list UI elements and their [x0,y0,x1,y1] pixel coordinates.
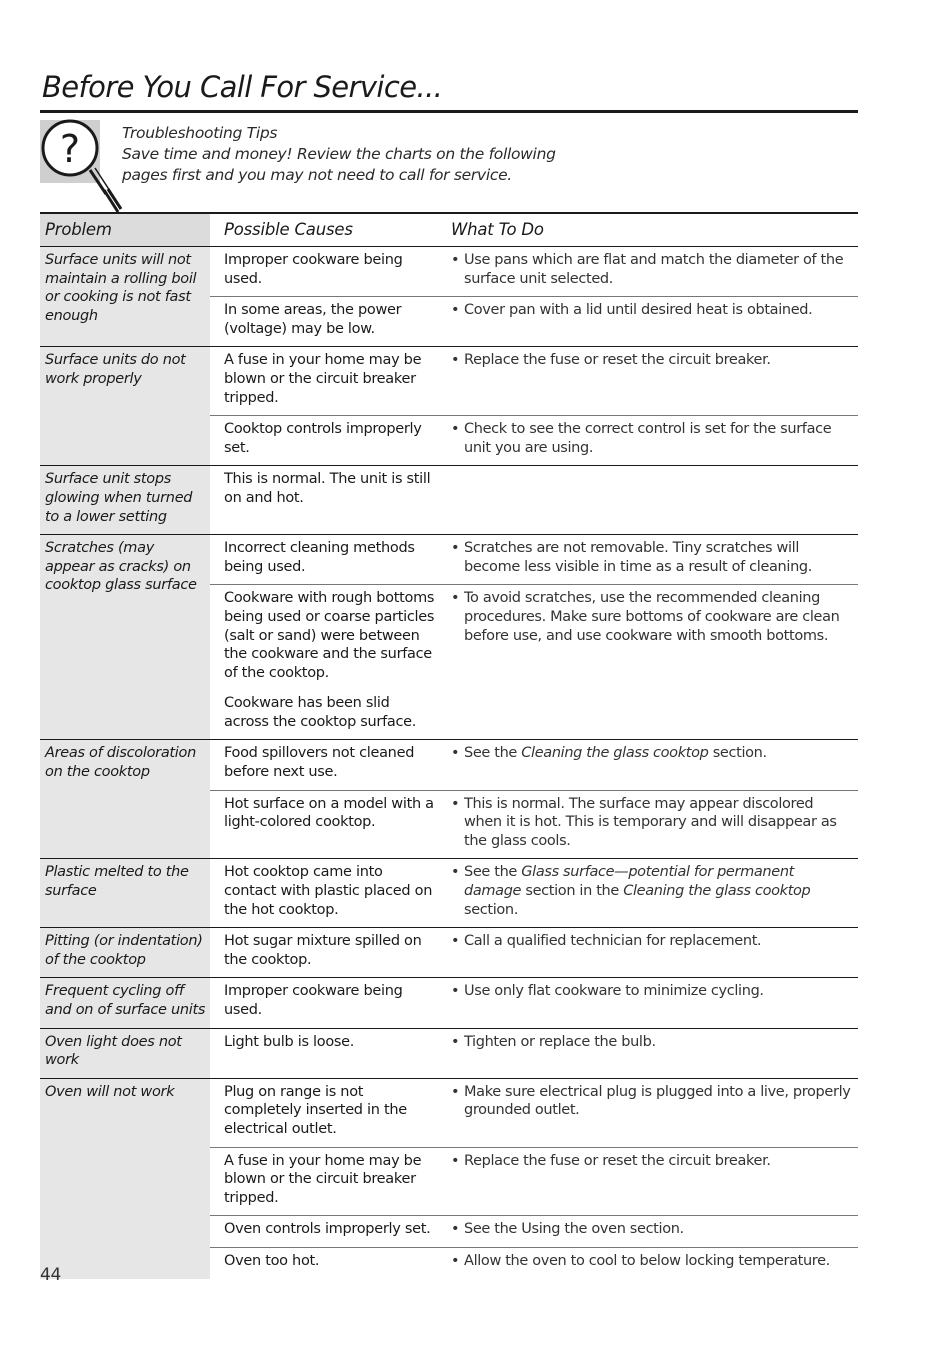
table-row [40,740,858,790]
todo-cell: • Make sure electrical plug is plugged into a live, properly grounded outlet. [439,1078,858,1147]
todo-text: Call a qualified technician for replacement. [464,933,762,950]
table-row [40,466,858,535]
todo-cell [439,690,858,740]
cause-cell: A fuse in your home may be blown or the circuit breaker tripped. [210,347,439,416]
problem-cell: Surface units will not maintain a rolling boil or cooking is not fast enough [40,247,210,347]
tips-text-line: pages first and you may not need to call for service. [122,166,512,184]
todo-text: Scratches are not removable. Tiny scratches will become less visible in time as a result of cleaning. [464,540,813,575]
todo-text: See the Using the oven section. [464,1221,684,1238]
tips-text-line: Save time and money! Review the charts on the following [122,145,556,163]
cause-cell: Cookware with rough bottoms being used or coarse particles (salt or sand) were between the cookware and the surface of the cooktop. [210,585,439,690]
troubleshooting-tips [122,123,582,186]
table-row [40,978,858,1028]
cause-cell: Oven controls improperly set. [210,1216,439,1248]
todo-text: Use only flat cookware to minimize cycling. [464,983,764,1000]
cause-cell: Improper cookware being used. [210,978,439,1028]
todo-cell: • Replace the fuse or reset the circuit breaker. [439,347,858,416]
problem-cell: Surface unit stops glowing when turned to a lower setting [40,466,210,535]
cause-cell: A fuse in your home may be blown or the circuit breaker tripped. [210,1147,439,1216]
todo-cell: • Use only flat cookware to minimize cycling. [439,978,858,1028]
todo-cell: • This is normal. The surface may appear discolored when it is hot. This is temporary and will disappear as the glass cools. [439,790,858,859]
tips-heading: Troubleshooting Tips [122,124,278,142]
page-number: 44 [40,1265,62,1285]
todo-text: Make sure electrical plug is plugged into a live, properly grounded outlet. [464,1083,851,1119]
cause-cell: Light bulb is loose. [210,1028,439,1078]
problem-cell: Frequent cycling off and on of surface units [40,978,210,1028]
todo-cell: • See the Cleaning the glass cooktop section. [439,740,858,790]
todo-text: To avoid scratches, use the recommended cleaning procedures. Make sure bottoms of cookware are clean before use, and use cookware with smooth bottoms. [464,590,840,644]
table-row [40,535,858,585]
title-rule [40,110,858,113]
todo-cell: • See the Using the oven section. [439,1216,858,1248]
troubleshooting-table [40,212,858,1279]
table-row [40,859,858,928]
cause-cell: Hot cooktop came into contact with plastic placed on the hot cooktop. [210,859,439,928]
cause-cell: Cooktop controls improperly set. [210,416,439,466]
todo-text: Allow the oven to cool to below locking temperature. [464,1252,830,1269]
cause-cell: Food spillovers not cleaned before next use. [210,740,439,790]
table-header-row [40,213,858,247]
todo-cell: • Scratches are not removable. Tiny scratches will become less visible in time as a result of cleaning. [439,535,858,585]
todo-cell: • See the Glass surface—potential for permanent damage section in the Cleaning the glass cooktop section. [439,859,858,928]
problem-cell: Plastic melted to the surface [40,859,210,928]
todo-cell: • To avoid scratches, use the recommended cleaning procedures. Make sure bottoms of cookware are clean before use, and use cookware with smooth bottoms. [439,585,858,690]
todo-text: See the Cleaning the glass cooktop section. [464,745,767,762]
header-what-to-do: What To Do [439,213,858,247]
table-row [40,247,858,297]
todo-cell: • Use pans which are flat and match the diameter of the surface unit selected. [439,247,858,297]
question-mark-magnifier-icon [40,118,124,214]
problem-cell: Scratches (may appear as cracks) on cooktop glass surface [40,535,210,740]
cause-cell: Hot sugar mixture spilled on the cooktop. [210,928,439,978]
table-row [40,928,858,978]
table-row [40,1078,858,1147]
todo-text: Replace the fuse or reset the circuit breaker. [464,352,771,369]
todo-cell: • Allow the oven to cool to below locking temperature. [439,1247,858,1278]
problem-cell: Surface units do not work properly [40,347,210,466]
todo-text: Tighten or replace the bulb. [464,1033,656,1050]
cause-cell: Cookware has been slid across the cooktop surface. [224,695,417,730]
todo-cell: • Check to see the correct control is set for the surface unit you are using. [439,416,858,466]
svg-text:?: ? [59,127,81,171]
todo-cell: • Tighten or replace the bulb. [439,1028,858,1078]
cause-cell: Incorrect cleaning methods being used. [210,535,439,585]
table-row [40,1028,858,1078]
header-possible-causes: Possible Causes [210,213,439,247]
page-title: Before You Call For Service... [42,70,443,104]
table-row [40,347,858,416]
todo-cell [439,466,858,535]
cause-cell: Oven too hot. [210,1247,439,1278]
todo-cell: • Call a qualified technician for replacement. [439,928,858,978]
todo-text: This is normal. The surface may appear discolored when it is hot. This is temporary and will disappear as the glass cools. [464,795,837,849]
todo-text: Replace the fuse or reset the circuit breaker. [464,1152,771,1169]
problem-cell: Areas of discoloration on the cooktop [40,740,210,859]
cause-cell: This is normal. The unit is still on and hot. [210,466,439,535]
problem-cell: Pitting (or indentation) of the cooktop [40,928,210,978]
cause-cell: Hot surface on a model with a light-colored cooktop. [210,790,439,859]
header-problem: Problem [40,213,210,247]
todo-text: Check to see the correct control is set for the surface unit you are using. [464,421,832,456]
cause-cell: Improper cookware being used. [210,247,439,297]
todo-cell: • Replace the fuse or reset the circuit breaker. [439,1147,858,1216]
todo-text: Use pans which are flat and match the diameter of the surface unit selected. [464,252,844,287]
todo-cell: • Cover pan with a lid until desired heat is obtained. [439,297,858,347]
todo-text: See the Glass surface—potential for permanent damage section in the Cleaning the glass cooktop section. [464,864,811,918]
cause-cell: Plug on range is not completely inserted in the electrical outlet. [210,1078,439,1147]
cause-cell: In some areas, the power (voltage) may be low. [210,297,439,347]
problem-cell: Oven will not work [40,1078,210,1278]
todo-text: Cover pan with a lid until desired heat is obtained. [464,302,813,319]
problem-cell: Oven light does not work [40,1028,210,1078]
